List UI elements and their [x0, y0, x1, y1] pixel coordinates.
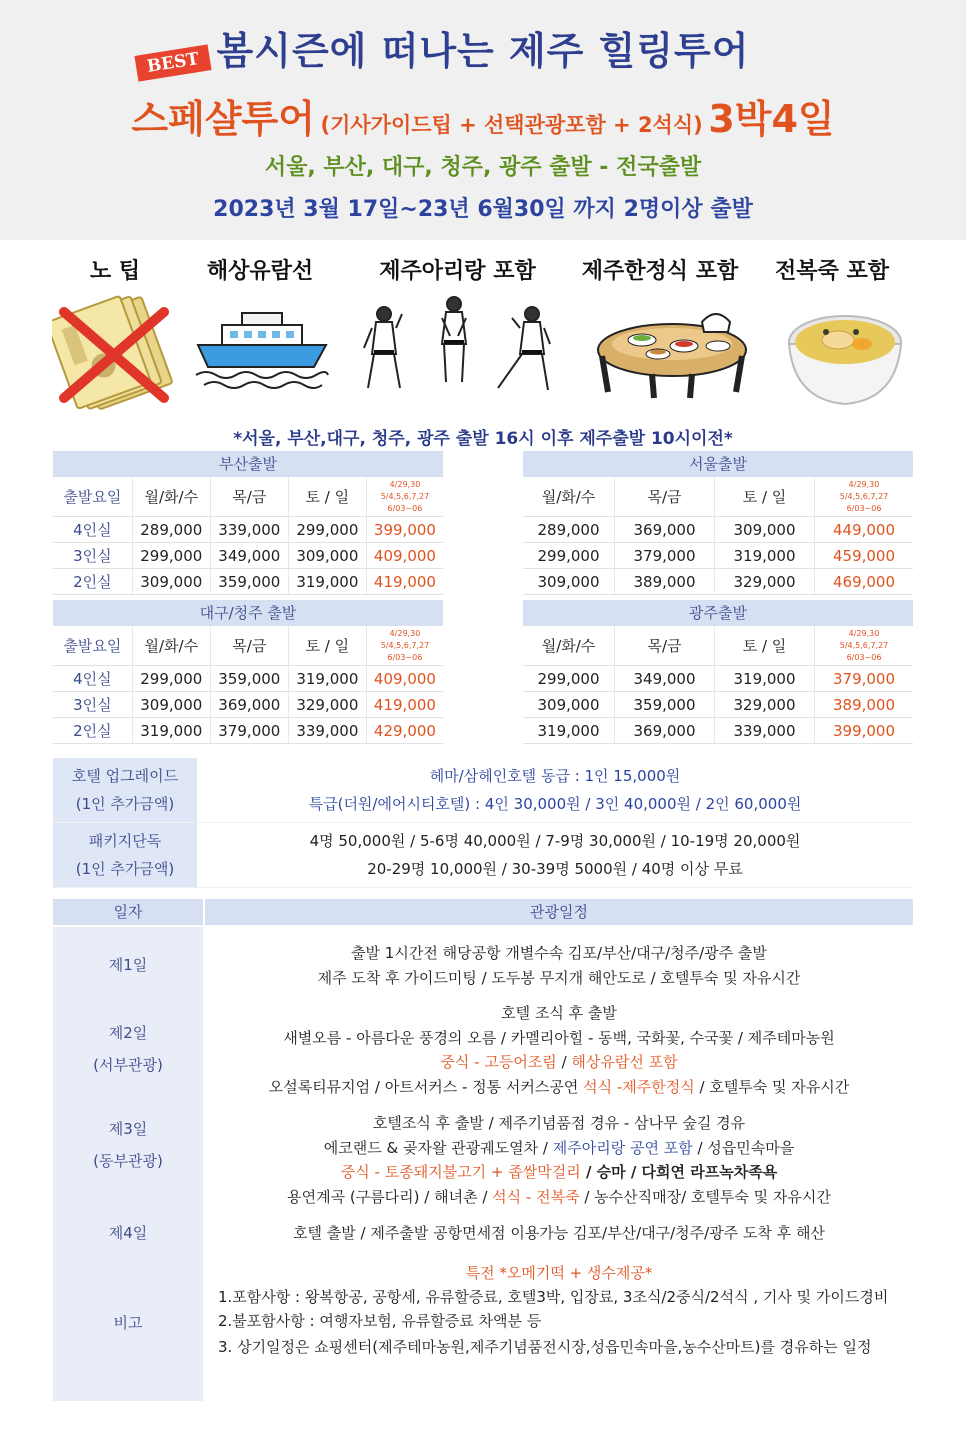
- tour-period: 2023년 3월 17일~23년 6월30일 까지 2명이상 출발: [213, 197, 753, 222]
- tour-name: 스페샬투어: [131, 97, 315, 141]
- feature-label-arirang: 제주아리랑 포함: [379, 259, 536, 284]
- day-4-label: 제4일: [108, 1224, 148, 1242]
- table-row: 2인실 309,000 359,000 319,000 419,000: [53, 569, 443, 595]
- col-holiday: 4/29,30 5/4,5,6,7,27 6/03~06: [380, 480, 430, 513]
- col-holiday: 4/29,30 5/4,5,6,7,27 6/03~06: [839, 480, 889, 513]
- tour-duration: 3박4일: [708, 97, 835, 141]
- price-table-title: 서울출발: [523, 451, 913, 477]
- table-row: 309,000 359,000 329,000 389,000: [523, 692, 913, 718]
- price-table-title: 부산출발: [53, 451, 443, 477]
- col-thu-fri: 목/금: [211, 626, 289, 665]
- tour-subtitle: [0, 88, 966, 143]
- day-2-sub: (서부관광): [93, 1056, 163, 1074]
- col-weekday: 월/화/수: [523, 626, 615, 665]
- col-thu-fri: 목/금: [211, 477, 289, 516]
- col-weekend: 토 / 일: [715, 477, 815, 516]
- table-row: 3인실 309,000 369,000 329,000 419,000: [53, 692, 443, 718]
- itinerary-body: [53, 927, 913, 1401]
- hotel-upgrade-row: [53, 758, 913, 823]
- package-private-prices: 4명 50,000원 / 5-6명 40,000원 / 7-9명 30,000원 / 10-19명 20,000원 20-29명 10,000원 / 30-39명 5000원 / 40명 이상 무료: [309, 832, 801, 878]
- col-weekend: 토 / 일: [289, 477, 367, 516]
- col-thu-fri: 목/금: [615, 626, 715, 665]
- taekwondo-performers-icon: [362, 292, 557, 407]
- price-header-row: [523, 626, 913, 666]
- col-day: 일자: [53, 899, 203, 925]
- header-banner: [0, 0, 966, 240]
- feature-label-cruise: 해상유람선: [206, 259, 314, 284]
- remarks-label: 비고: [113, 1314, 143, 1332]
- page-title: 봄시즌에 떠나는 제주 힐링투어: [216, 29, 750, 73]
- table-row: 299,000 349,000 319,000 379,000: [523, 666, 913, 692]
- itinerary-table: [53, 899, 913, 1401]
- tour-inclusions: (기사가이드팁 + 선택관광포함 + 2석식): [320, 113, 703, 137]
- price-table-daegu-cheongju: [53, 600, 443, 744]
- day-3-plan: 호텔조식 후 출발 / 제주기념품점 경유 - 삼나무 숲길 경유 에코랜드 & 곶자왈 관광궤도열차 / 제주아리랑 공연 포함 / 성읍민속마을 중식 - 토종돼지불고기 + 좁쌀막걸리 / 승마 / 다희연 라프녹차족욕 용연계곡 (구름다리) / 해녀촌 / 석식 - 전복죽 / 농수산직매장/ 호텔투숙 및 자유시간: [287, 1114, 831, 1206]
- best-badge: BEST: [134, 44, 211, 81]
- price-header-row: [53, 477, 443, 517]
- price-header-row: [523, 477, 913, 517]
- col-weekend: 토 / 일: [289, 626, 367, 665]
- itinerary-header: [53, 899, 913, 925]
- col-weekday: 월/화/수: [133, 626, 211, 665]
- day-1-plan: 출발 1시간전 해당공항 개별수속 김포/부산/대구/청주/광주 출발 제주 도착 후 가이드미팅 / 도두봉 무지개 해안도로 / 호텔투숙 및 자유시간: [317, 944, 801, 987]
- hotel-upgrade-prices: 헤마/삼헤인호텔 동급 : 1인 15,000원 특급(더원/에어시티호텔) : 4인 30,000원 / 3인 40,000원 / 2인 60,000원: [308, 767, 802, 813]
- col-plan: 관광일정: [205, 899, 913, 925]
- day-label: 출발요일: [53, 477, 133, 516]
- table-row: 2인실 319,000 379,000 339,000 429,000: [53, 718, 443, 744]
- package-private-row: [53, 823, 913, 888]
- cruise-ship-icon: [192, 305, 332, 395]
- col-weekday: 월/화/수: [523, 477, 615, 516]
- day-4-plan: 호텔 출발 / 제주출발 공항면세점 이용가능 김포/부산/대구/청주/광주 도착 후 해산: [293, 1224, 825, 1242]
- table-row: 299,000 379,000 319,000 459,000: [523, 543, 913, 569]
- table-row: 4인실 299,000 359,000 319,000 409,000: [53, 666, 443, 692]
- feature-label-korean-meal: 제주한정식 포함: [581, 259, 739, 284]
- package-private-label: 패키지단독 (1인 추가금액): [53, 823, 197, 887]
- day-label: 출발요일: [53, 626, 133, 665]
- korean-table-meal-icon: [592, 300, 752, 400]
- feature-label-no-tip: 노 팁: [89, 259, 141, 284]
- col-weekend: 토 / 일: [715, 626, 815, 665]
- price-table-title: 광주출발: [523, 600, 913, 626]
- col-holiday: 4/29,30 5/4,5,6,7,27 6/03~06: [839, 629, 889, 662]
- remark-2: 2.불포함사항 : 여행자보험, 유류할증료 차액분 등: [218, 1312, 542, 1330]
- price-table-gwangju: [523, 600, 913, 744]
- day-2-plan: 호텔 조식 후 출발 새별오름 - 아름다운 풍경의 오름 / 카멜리아힐 - 동백, 국화꽃, 수국꽃 / 제주테마농원 중식 - 고등어조림 / 해상유람선 포함 오설록티뮤지엄 / 아트서커스 - 정통 서커스공연 석식 -제주한정식 / 호텔투숙 및 자유시간: [268, 1004, 850, 1096]
- upgrade-table: [53, 758, 913, 888]
- price-table-busan: [53, 451, 443, 595]
- price-table-seoul: [523, 451, 913, 595]
- table-row: 309,000 389,000 329,000 469,000: [523, 569, 913, 595]
- no-tip-money-icon: [52, 290, 182, 410]
- departure-time-note: *서울, 부산,대구, 청주, 광주 출발 16시 이후 제주출발 10시이전*: [233, 429, 733, 449]
- day-3-sub: (동부관광): [93, 1152, 163, 1170]
- day-1-label: 제1일: [108, 956, 148, 974]
- remark-1: 1.포함사항 : 왕복항공, 공항세, 유류할증료, 호텔3박, 입장료, 3조식/2중식/2석식 , 기사 및 가이드경비: [218, 1288, 889, 1306]
- feature-label-porridge: 전복죽 포함: [775, 259, 889, 284]
- abalone-porridge-icon: [786, 292, 904, 410]
- price-table-title: 대구/청주 출발: [53, 600, 443, 626]
- table-row: 289,000 369,000 309,000 449,000: [523, 517, 913, 543]
- hotel-upgrade-label: 호텔 업그레이드 (1인 추가금액): [53, 758, 197, 822]
- col-thu-fri: 목/금: [615, 477, 715, 516]
- departure-cities: 서울, 부산, 대구, 청주, 광주 출발 - 전국출발: [264, 155, 702, 180]
- special-benefit: 특전 *오메기떡 + 생수제공*: [465, 1264, 653, 1282]
- table-row: 3인실 299,000 349,000 309,000 409,000: [53, 543, 443, 569]
- table-row: 319,000 369,000 339,000 399,000: [523, 718, 913, 744]
- table-row: 4인실 289,000 339,000 299,000 399,000: [53, 517, 443, 543]
- price-header-row: [53, 626, 443, 666]
- col-weekday: 월/화/수: [133, 477, 211, 516]
- day-2-label: 제2일: [108, 1024, 148, 1042]
- remark-3: 3. 상기일정은 쇼핑센터(제주테마농원,제주기념품전시장,성읍민속마을,농수산마트)를 경유하는 일정: [218, 1338, 872, 1356]
- day-3-label: 제3일: [108, 1120, 148, 1138]
- col-holiday: 4/29,30 5/4,5,6,7,27 6/03~06: [380, 629, 430, 662]
